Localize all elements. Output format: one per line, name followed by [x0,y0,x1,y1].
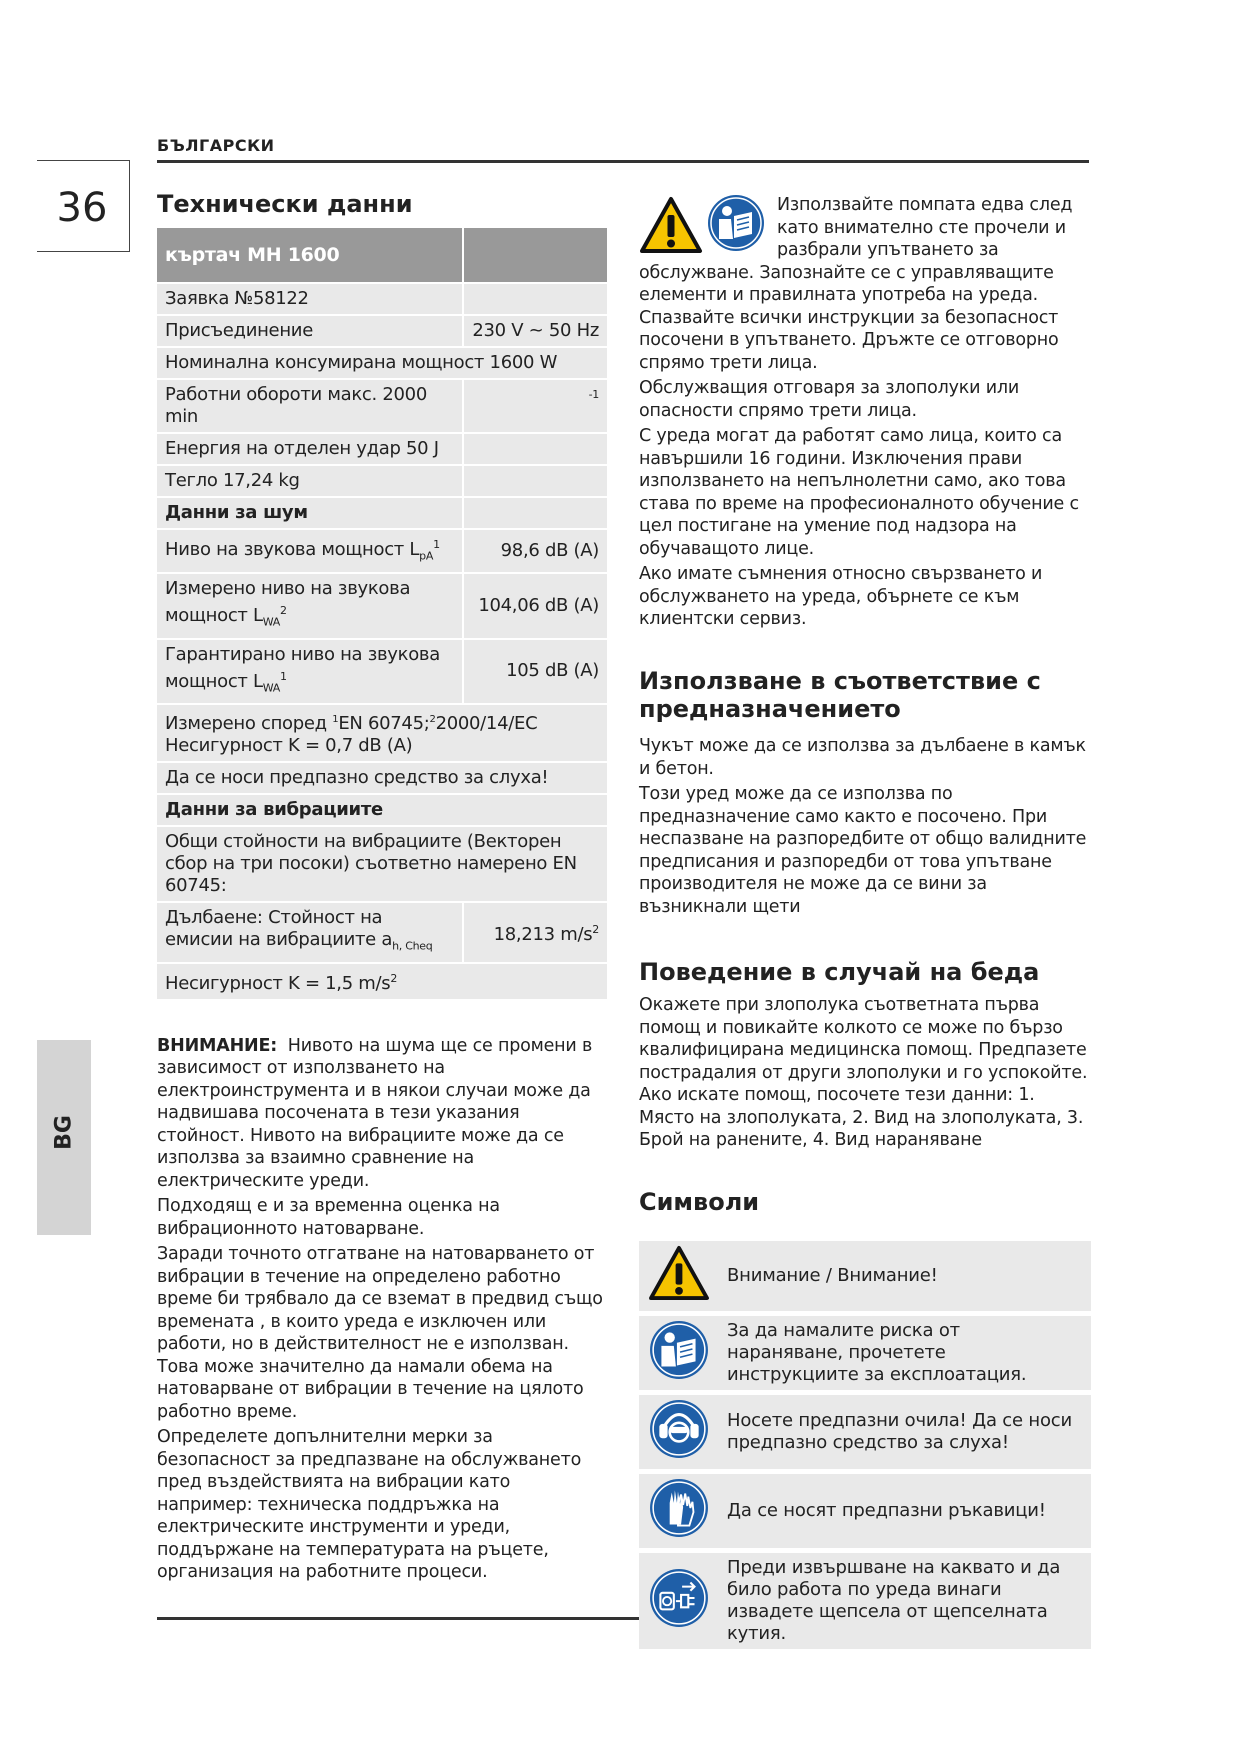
read-manual-icon [649,1320,709,1380]
measured-standard: EN 60745; [338,713,430,735]
symbols-table [639,1236,1091,1654]
lwa-guaranteed-sub: WA [262,681,280,695]
symbol-row [639,1553,1091,1649]
symbol-row [639,1395,1091,1469]
lwa-measured-sub: WA [262,615,280,629]
warning-paragraph-3: Заради точното отгатване на натоварването от вибрации в течение на определено работно време би трябвало да се вземат в предвид също времената , в които уреда е изключен или работи, но в действителност не е използван. Това може значително да намали обема на натоварване от вибрации в течение на цялото работно време. [157,1244,603,1422]
model-name: къртач MH 1600 [157,228,462,282]
empty-cell [462,434,607,464]
table-row [157,763,607,793]
lpa-sub: pA [419,549,434,563]
warning-paragraph-1 [157,1035,607,1193]
table-row [157,498,607,528]
lwa-guaranteed-label: Гарантирано ниво на звукова мощност L [165,643,440,692]
table-row [157,964,607,999]
hearing-protection: Да се носи предпазно средство за слуха! [157,763,607,793]
page-number-box [37,160,130,252]
table-row [157,705,607,761]
header-rule [157,160,1089,163]
intro-block [639,190,1093,631]
table-row [157,316,607,346]
read-manual-icon [707,194,765,252]
page-number: 36 [56,185,108,231]
lwa-guaranteed-label-cell [157,640,462,704]
accident-paragraph: Окажете при злополука съответната първа помощ и повикайте колкото се може по бързо квалифицирана медицинска помощ. Предпазете пострадалия от други злополуки и го успокойте. Ако искате помощ, посочете тези данни: 1. Място на злополуката, 2. Вид на злополуката, 3. Брой на ранените, 4. Вид нараняване [639,995,1088,1151]
noise-heading: Данни за шум [157,498,462,528]
warning-paragraph-2: Подходящ е и за временна оценка на вибрационното натоварване. [157,1196,500,1239]
table-header-row [157,228,607,282]
model-empty-cell [462,228,607,282]
empty-cell [462,284,607,314]
table-row [157,574,607,638]
intro-icons [639,190,777,252]
symbol-text: Носете предпазни очила! Да се носи предпазно средство за слуха! [715,1395,1091,1469]
measured-sup1: 1 [332,714,339,726]
symbol-text: Преди извършване на каквато и да било работа по уреда винаги извадете щепсела от щепселната кутия. [715,1553,1091,1649]
speed-exponent-cell [462,380,607,432]
intended-use-paragraph-2: Този уред може да се използва по предназначение само както е посочено. При неспазване на разпоредбите от общо валидните предписания и разпоредби от това упътване производителя не може да се вини за възникнали щети [639,784,1087,917]
lwa-guaranteed-value: 105 dB (A) [462,640,607,704]
empty-cell [462,498,607,528]
lwa-measured-sup: 2 [279,603,287,617]
symbol-icon-cell [639,1395,715,1469]
table-row [157,466,607,496]
lpa-sup: 1 [433,538,440,552]
connection-value: 230 V ~ 50 Hz [462,316,607,346]
goggles-earmuffs-icon [649,1399,709,1459]
rated-power: Номинална консумирана мощност 1600 W [157,348,607,378]
lpa-label-cell [157,530,462,572]
language-side-tab-label: BG [51,1115,77,1150]
measured-standards-cell [157,705,607,761]
table-row [157,530,607,572]
unplug-icon [649,1568,709,1628]
empty-cell [462,466,607,496]
warning-label: ВНИМАНИЕ: [157,1035,278,1056]
intro-paragraph-2: Обслужващия отговаря за злополуки или опасности спрямо трети лица. [639,378,1020,421]
symbol-row [639,1474,1091,1548]
vibration-chisel-sup: 2 [592,922,599,936]
table-row [157,380,607,432]
impact-energy: Енергия на отделен удар 50 J [157,434,462,464]
symbol-icon-cell [639,1241,715,1311]
symbol-text: Внимание / Внимание! [715,1241,1091,1311]
warning-paragraph-4: Определете допълнителни мерки за безопасност за предпазване на обслужването пред въздействията на вибрации като например: техническа поддръжка на електрическите инструменти и уреди, поддържане на температурата на ръцете, организация на работните процеси. [157,1427,582,1583]
symbol-icon-cell [639,1316,715,1390]
lpa-label: Ниво на звукова мощност L [165,539,420,561]
vibration-chisel-value: 18,213 m/s [493,923,593,945]
speed-exponent: -1 [588,388,599,402]
vibration-chisel-sub: h, Cheq [392,939,433,953]
symbol-row [639,1316,1091,1390]
symbols-title: Символи [639,1187,760,1216]
symbol-text: Да се носят предпазни ръкавици! [715,1474,1091,1548]
language-side-tab [37,1040,91,1235]
table-row [157,284,607,314]
weight: Тегло 17,24 kg [157,466,462,496]
vibration-uncertainty-sup: 2 [390,971,398,985]
warning-triangle-icon [648,1245,710,1301]
tech-data-title: Технически данни [157,190,413,218]
intended-use-paragraph-1: Чукът може да се използва за дълбаене в камък и бетон. [639,736,1086,779]
symbol-icon-cell [639,1553,715,1649]
vibration-uncertainty-cell [157,964,607,999]
vibration-total: Общи стойности на вибрациите (Векторен сбор на три посоки) съответно намерено EN 60745: [157,827,607,901]
measured-sup2: 2 [429,714,436,726]
speed-cell [157,380,462,432]
vibration-chisel-label-cell [157,903,462,962]
table-row [157,903,607,962]
lwa-measured-value: 104,06 dB (A) [462,574,607,638]
intro-paragraph-3: С уреда могат да работят само лица, които са навършили 16 години. Изключения прави използването на непълнолетни само, ако това става по време на професионалното обучение с цел постигане на умение под надзора на обучаващото лице. [639,426,1079,559]
intended-use-title: Използване в съответствие с предназначението [639,666,1041,723]
table-row [157,348,607,378]
table-row [157,795,607,825]
speed-text: Работни обороти макс. 2000 min [165,384,427,428]
lwa-measured-label: Измерено ниво на звукова мощност L [165,577,411,626]
warning-triangle-icon [639,196,703,254]
vibration-uncertainty: Несигурност K = 1,5 m/s [165,972,391,994]
table-row [157,434,607,464]
gloves-icon [649,1478,709,1538]
order-number: Заявка №58122 [157,284,462,314]
lwa-guaranteed-sup: 1 [279,669,287,683]
warning-block [157,1035,607,1584]
table-row [157,640,607,704]
symbol-icon-cell [639,1474,715,1548]
left-column [157,190,607,1587]
accident-title: Поведение в случай на беда [639,958,1040,987]
tech-data-table [157,226,607,1000]
measured-pre: Измерено според [165,713,333,735]
intro-paragraph-1: Използвайте помпата едва след като внимателно сте прочели и разбрали упътването за обслужване. Запознайте се с управляващите елементи и правилната употреба на уреда. Спазвайте всички инструкции за безопасност посочени в упътването. Дръжте се отговорно спрямо трети лица. [639,195,1073,373]
vibration-chisel-value-cell [462,903,607,962]
symbol-text: За да намалите риска от нараняване, прочетете инструкциите за експлоатация. [715,1316,1091,1390]
warning-text-1: Нивото на шума ще се промени в зависимост от използването на електроинструмента и в някои случаи може да надвишава посочената в тези указания стойност. Нивото на вибрациите може да се използва за взаимно сравнение на електрическите уреди. [157,1035,593,1191]
right-column [639,190,1093,1654]
lpa-value: 98,6 dB (A) [462,530,607,572]
vibration-heading: Данни за вибрациите [157,795,607,825]
connection-label: Присъединение [157,316,462,346]
vibration-chisel-label: Дълбаене: Стойност на емисии на вибрациите a [165,907,393,951]
lwa-measured-label-cell [157,574,462,638]
language-header: БЪЛГАРСКИ [157,136,275,155]
table-row [157,827,607,901]
measured-directive: 2000/14/EC [435,713,538,735]
intro-paragraph-4: Ако имате съмнения относно свързването и обслужването на уреда, обърнете се към клиентски сервиз. [639,564,1043,629]
noise-uncertainty: Несигурност K = 0,7 dB (A) [165,735,413,757]
symbol-row [639,1241,1091,1311]
